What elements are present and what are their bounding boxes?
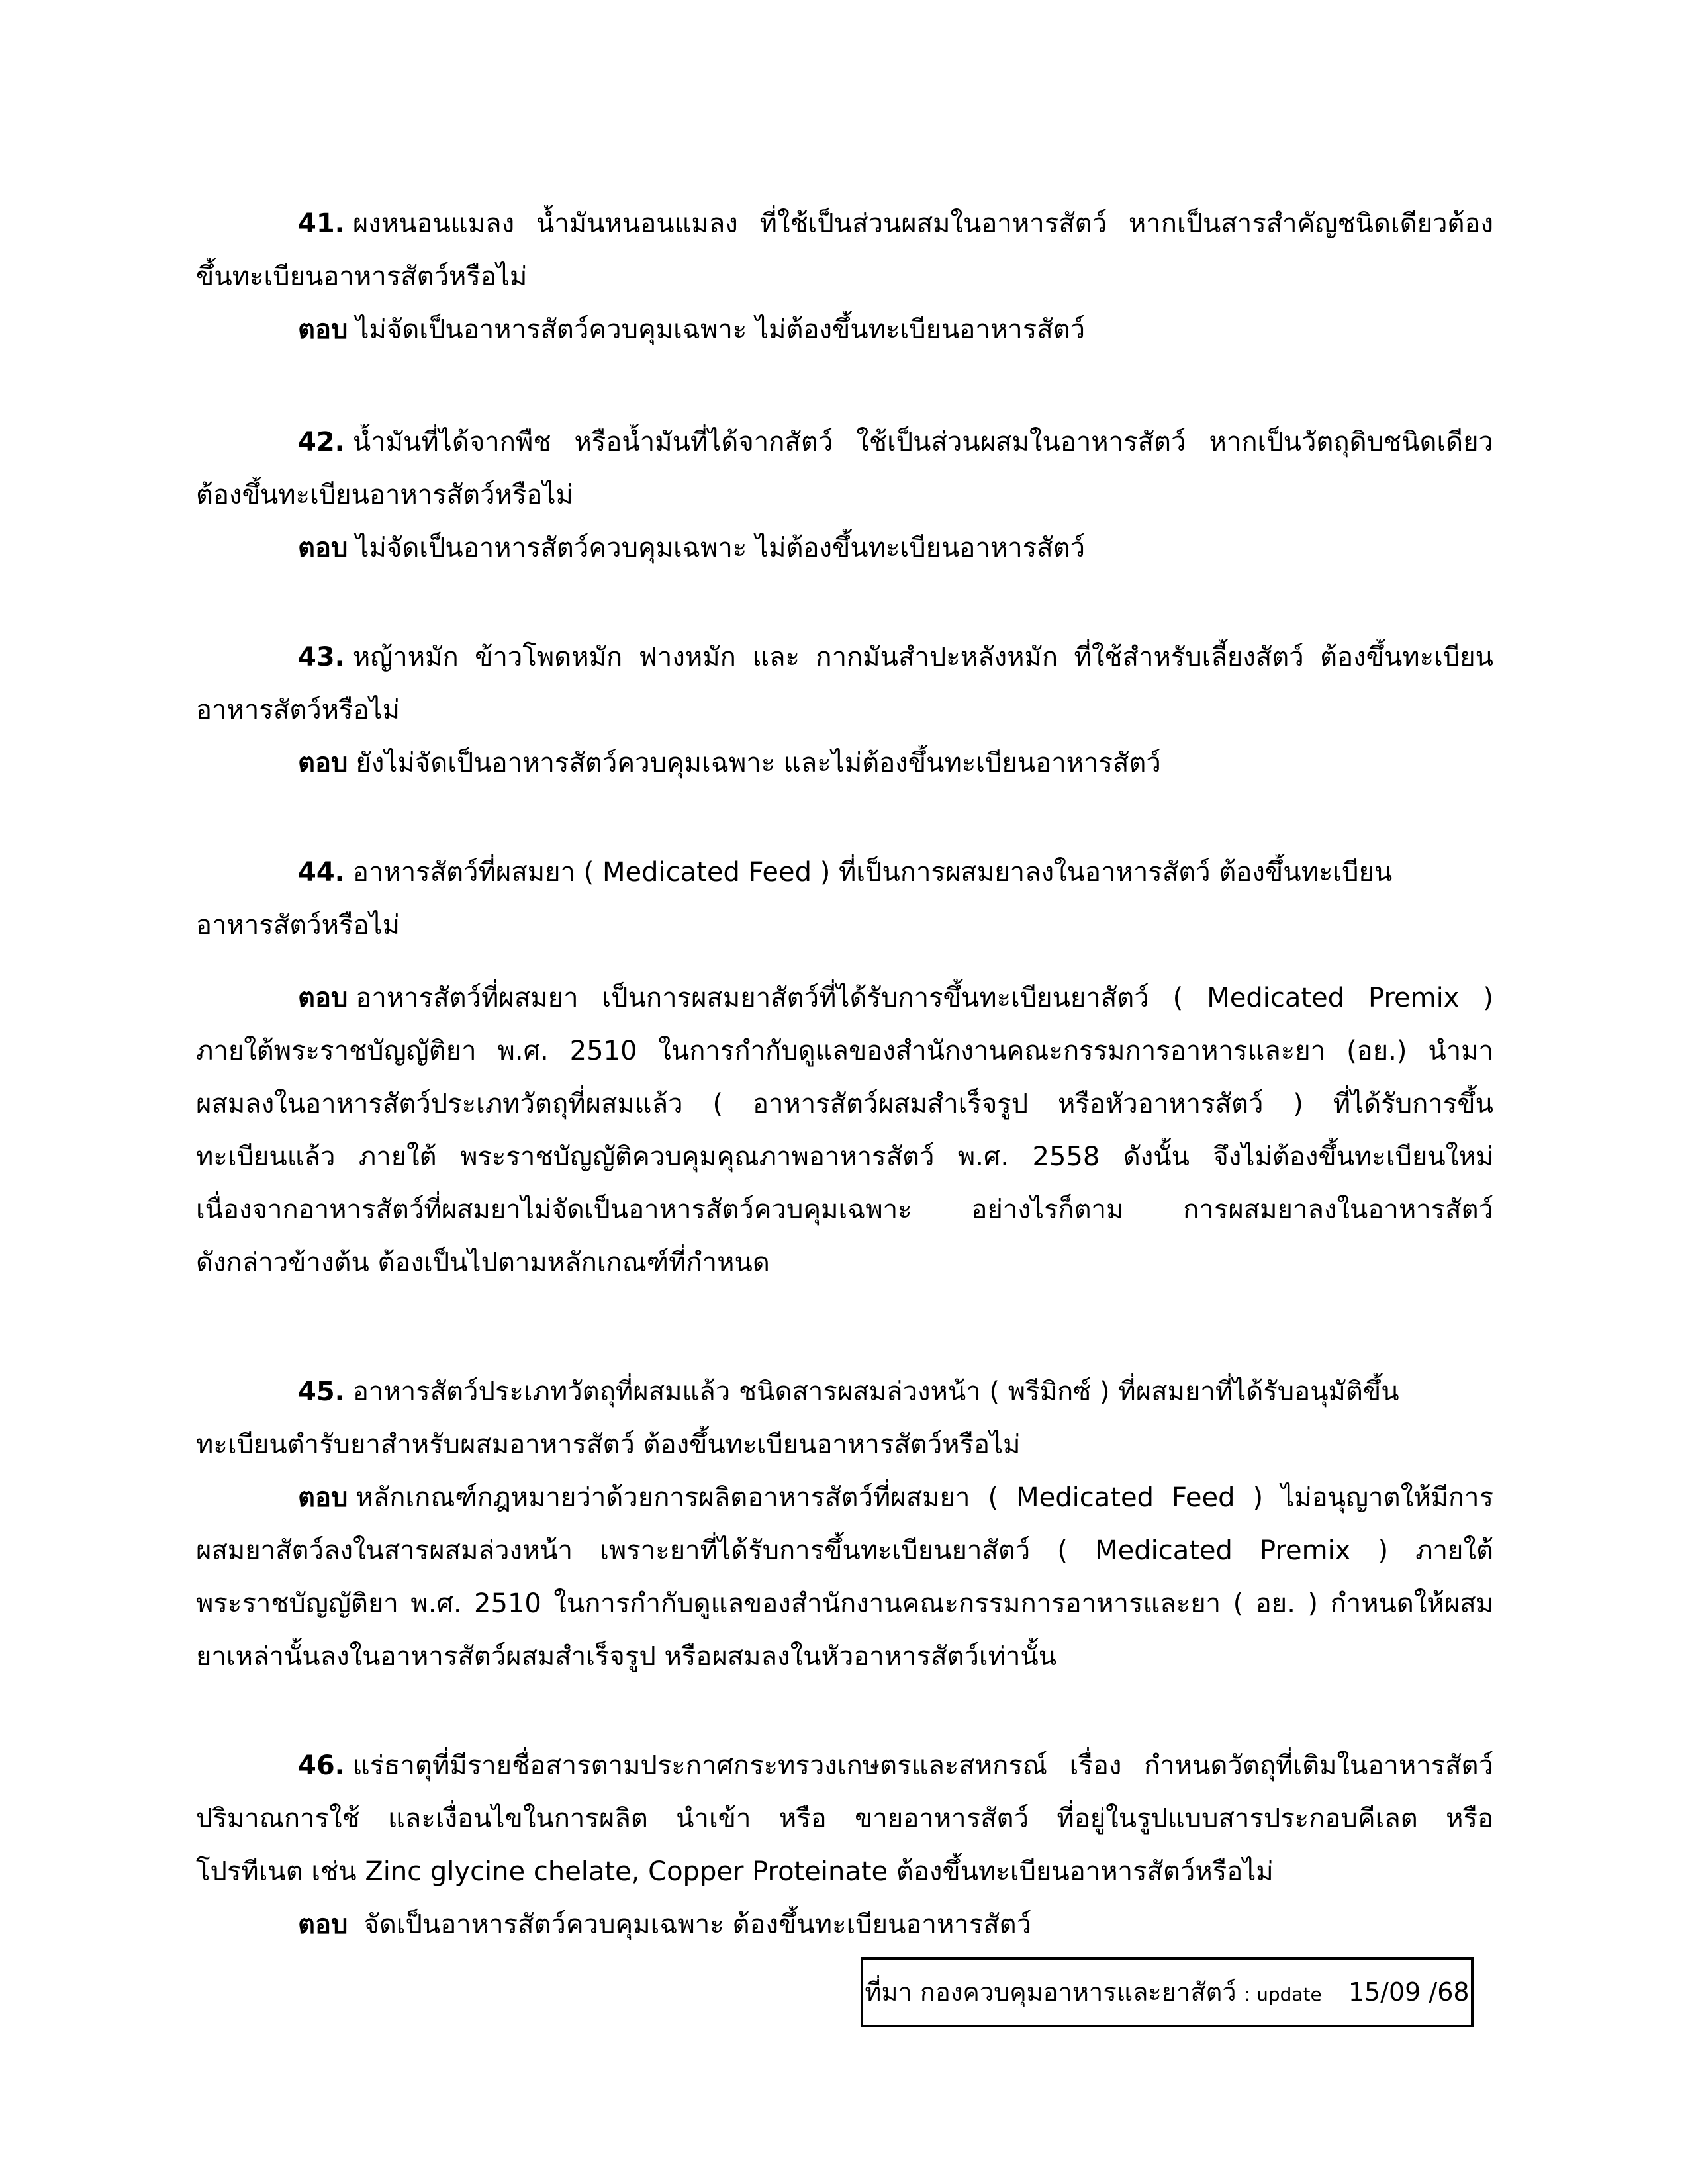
- q42-number: 42.: [298, 427, 345, 457]
- q43-line-2: อาหารสัตว์หรือไม่: [196, 695, 400, 725]
- update-label: : update: [1244, 1983, 1322, 2005]
- q43-answer-text: ยังไม่จัดเป็นอาหารสัตว์ควบคุมเฉพาะ และไม่ต้องขึ้นทะเบียนอาหารสัตว์: [355, 748, 1161, 778]
- q43-answer-label: ตอบ: [298, 748, 348, 778]
- source-box: [861, 1957, 1474, 2027]
- q45-line-2: ทะเบียนตำรับยาสำหรับผสมอาหารสัตว์ ต้องขึ้นทะเบียนอาหารสัตว์หรือไม่: [196, 1430, 1021, 1460]
- q44-answer-label: ตอบ: [298, 983, 348, 1013]
- q45-question-text-1: อาหารสัตว์ประเภทวัตถุที่ผสมแล้ว ชนิดสารผสมล่วงหน้า ( พรีมิกซ์ ) ที่ผสมยาที่ได้รับอนุมัติขึ้น: [352, 1377, 1399, 1407]
- q44-answer-line-6: ดังกล่าวข้างต้น ต้องเป็นไปตามหลักเกณฑ์ที่กำหนด: [196, 1248, 770, 1278]
- q43-answer: [298, 745, 1493, 782]
- q44-question-text-1: อาหารสัตว์ที่ผสมยา ( Medicated Feed ) ที่เป็นการผสมยาลงในอาหารสัตว์ ต้องขึ้นทะเบียน: [352, 857, 1393, 887]
- q42-line-1: [298, 424, 1493, 461]
- q41-answer: [298, 311, 1493, 348]
- q45-answer-line-4: ยาเหล่านั้นลงในอาหารสัตว์ผสมสำเร็จรูป หรือผสมลงในหัวอาหารสัตว์เท่านั้น: [196, 1641, 1057, 1672]
- q45-answer-line-2: ผสมยาสัตว์ลงในสารผสมล่วงหน้า เพราะยาที่ได้รับการขึ้นทะเบียนยาสัตว์ ( Medicated Premix ) ภายใต้: [196, 1535, 1493, 1566]
- q44-answer-line-3: ผสมลงในอาหารสัตว์ประเภทวัตถุที่ผสมแล้ว ( อาหารสัตว์ผสมสำเร็จรูป หรือหัวอาหารสัตว์ ) ที่ได้รับการขึ้น: [196, 1089, 1493, 1119]
- q41-line-2: ขึ้นทะเบียนอาหารสัตว์หรือไม่: [196, 261, 528, 292]
- q46-answer-label: ตอบ: [298, 1909, 348, 1940]
- q43-question-text-1: หญ้าหมัก ข้าวโพดหมัก ฟางหมัก และ กากมันสำปะหลังหมัก ที่ใช้สำหรับเลี้ยงสัตว์ ต้องขึ้นทะเบียน: [352, 642, 1493, 672]
- q46-question-text-1: แร่ธาตุที่มีรายชื่อสารตามประกาศกระทรวงเกษตรและสหกรณ์ เรื่อง กำหนดวัตถุที่เติมในอาหารสัตว์: [352, 1751, 1493, 1781]
- q41-question-text-1: ผงหนอนแมลง น้ำมันหนอนแมลง ที่ใช้เป็นส่วนผสมในอาหารสัตว์ หากเป็นสารสำคัญชนิดเดียวต้อง: [352, 208, 1493, 239]
- q41-answer-label: ตอบ: [298, 314, 348, 345]
- q44-number: 44.: [298, 857, 345, 887]
- q46-number: 46.: [298, 1751, 345, 1781]
- q41-line-1: [298, 205, 1493, 242]
- q46-answer: [298, 1906, 1493, 1943]
- q45-answer-line-3: พระราชบัญญัติยา พ.ศ. 2510 ในการกำกับดูแลของสำนักงานคณะกรรมการอาหารและยา ( อย. ) กำหนดให้ผสม: [196, 1588, 1493, 1619]
- source-text: ที่มา กองควบคุมอาหารและยาสัตว์: [865, 1978, 1237, 2007]
- q46-line-1: [298, 1747, 1493, 1784]
- q45-answer-line-1: [298, 1479, 1493, 1516]
- q42-answer-label: ตอบ: [298, 533, 348, 563]
- q42-answer-text: ไม่จัดเป็นอาหารสัตว์ควบคุมเฉพาะ ไม่ต้องขึ้นทะเบียนอาหารสัตว์: [355, 533, 1086, 563]
- q45-line-1: [298, 1373, 1493, 1410]
- q45-number: 45.: [298, 1377, 345, 1407]
- q46-line-2: ปริมาณการใช้ และเงื่อนไขในการผลิต นำเข้า หรือ ขายอาหารสัตว์ ที่อยู่ในรูปแบบสารประกอบคีเลต หรือ: [196, 1803, 1493, 1834]
- q44-answer-line-2: ภายใต้พระราชบัญญัติยา พ.ศ. 2510 ในการกำกับดูแลของสำนักงานคณะกรรมการอาหารและยา (อย.) นำมา: [196, 1036, 1493, 1066]
- q42-line-2: ต้องขึ้นทะเบียนอาหารสัตว์หรือไม่: [196, 480, 573, 510]
- q44-line-1: [298, 854, 1493, 891]
- q45-answer-label: ตอบ: [298, 1482, 348, 1513]
- q43-line-1: [298, 639, 1493, 676]
- q45-answer-text-1: หลักเกณฑ์กฎหมายว่าด้วยการผลิตอาหารสัตว์ที่ผสมยา ( Medicated Feed ) ไม่อนุญาตให้มีการ: [355, 1482, 1493, 1513]
- q41-answer-text: ไม่จัดเป็นอาหารสัตว์ควบคุมเฉพาะ ไม่ต้องขึ้นทะเบียนอาหารสัตว์: [355, 314, 1086, 345]
- q44-answer-line-1: [298, 979, 1493, 1017]
- q42-answer: [298, 529, 1493, 567]
- q44-line-2: อาหารสัตว์หรือไม่: [196, 910, 400, 940]
- q46-answer-text: จัดเป็นอาหารสัตว์ควบคุมเฉพาะ ต้องขึ้นทะเบียนอาหารสัตว์: [363, 1909, 1032, 1940]
- q43-number: 43.: [298, 642, 345, 672]
- q44-answer-line-4: ทะเบียนแล้ว ภายใต้ พระราชบัญญัติควบคุมคุณภาพอาหารสัตว์ พ.ศ. 2558 ดังนั้น จึงไม่ต้องขึ้นทะเบียนใหม่: [196, 1142, 1493, 1172]
- q42-question-text-1: น้ำมันที่ได้จากพืช หรือน้ำมันที่ได้จากสัตว์ ใช้เป็นส่วนผสมในอาหารสัตว์ หากเป็นวัตถุดิบชนิดเดียว: [352, 427, 1493, 457]
- q44-answer-text-1: อาหารสัตว์ที่ผสมยา เป็นการผสมยาสัตว์ที่ได้รับการขึ้นทะเบียนยาสัตว์ ( Medicated Premix ): [355, 983, 1493, 1013]
- update-date: 15/09 /68: [1348, 1978, 1470, 2007]
- q41-number: 41.: [298, 208, 345, 239]
- q46-line-3: โปรทีเนต เช่น Zinc glycine chelate, Copper Proteinate ต้องขึ้นทะเบียนอาหารสัตว์หรือไม่: [196, 1856, 1274, 1887]
- q44-answer-line-5: เนื่องจากอาหารสัตว์ที่ผสมยาไม่จัดเป็นอาหารสัตว์ควบคุมเฉพาะ อย่างไรก็ตาม การผสมยาลงในอาหารสัตว์: [196, 1195, 1493, 1225]
